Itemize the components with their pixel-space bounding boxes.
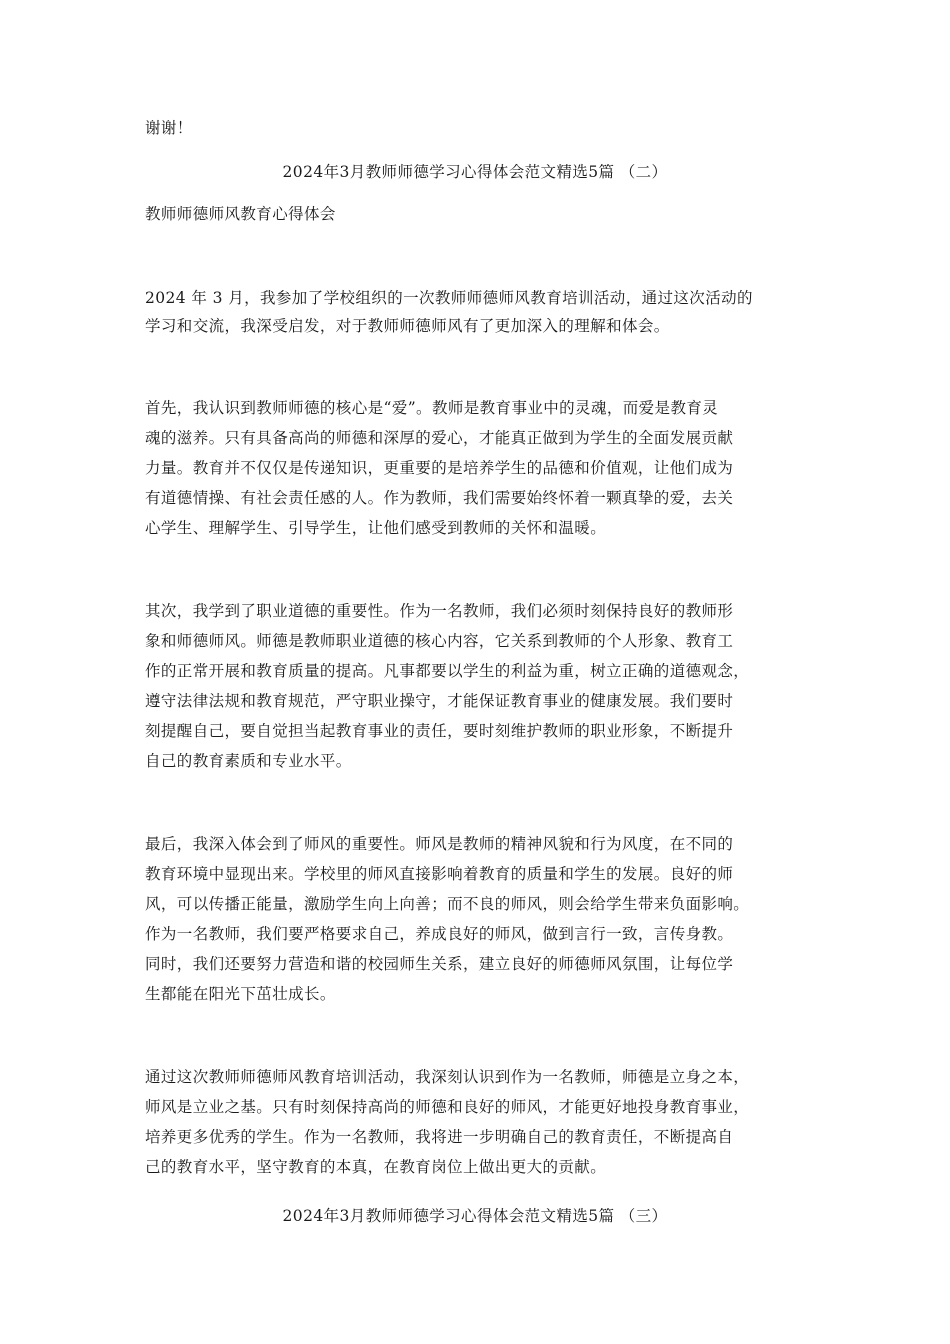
paragraph-line: 同时，我们还要努力营造和谐的校园师生关系，建立良好的师德师风氛围，让每位学	[145, 955, 734, 973]
paragraph-line: 己的教育水平，坚守教育的本真，在教育岗位上做出更大的贡献。	[145, 1158, 607, 1176]
paragraph-line: 刻提醒自己，要自觉担当起教育事业的责任，要时刻维护教师的职业形象，不断提升	[145, 722, 734, 740]
paragraph-line: 通过这次教师师德师风教育培训活动，我深刻认识到作为一名教师，师德是立身之本，	[145, 1068, 750, 1086]
paragraph-line: 其次，我学到了职业道德的重要性。作为一名教师，我们必须时刻保持良好的教师形	[145, 602, 734, 620]
paragraph-line: 师风是立业之基。只有时刻保持高尚的师德和良好的师风，才能更好地投身教育事业，	[145, 1098, 750, 1116]
paragraph-line: 遵守法律法规和教育规范，严守职业操守，才能保证教育事业的健康发展。我们要时	[145, 692, 734, 710]
paragraph-line: 2024 年 3 月，我参加了学校组织的一次教师师德师风教育培训活动，通过这次活动的	[145, 289, 753, 307]
paragraph-line: 自己的教育素质和专业水平。	[145, 752, 352, 770]
paragraph-line: 心学生、理解学生、引导学生，让他们感受到教师的关怀和温暖。	[145, 519, 607, 537]
paragraph-line: 培养更多优秀的学生。作为一名教师，我将进一步明确自己的教育责任，不断提高自	[145, 1128, 734, 1146]
essay-title: 教师师德师风教育心得体会	[145, 205, 336, 223]
paragraph-line: 最后，我深入体会到了师风的重要性。师风是教师的精神风貌和行为风度，在不同的	[145, 835, 734, 853]
paragraph-line: 风，可以传播正能量，激励学生向上向善；而不良的师风，则会给学生带来负面影响。	[145, 895, 750, 913]
paragraph-line: 作的正常开展和教育质量的提高。凡事都要以学生的利益为重，树立正确的道德观念，	[145, 662, 750, 680]
paragraph-line: 首先，我认识到教师师德的核心是“爱”。教师是教育事业中的灵魂，而爱是教育灵	[145, 399, 719, 417]
paragraph-line: 有道德情操、有社会责任感的人。作为教师，我们需要始终怀着一颗真挚的爱，去关	[145, 489, 734, 507]
paragraph-line: 教育环境中显现出来。学校里的师风直接影响着教育的质量和学生的发展。良好的师	[145, 865, 734, 883]
paragraph-line: 魂的滋养。只有具备高尚的师德和深厚的爱心，才能真正做到为学生的全面发展贡献	[145, 429, 734, 447]
paragraph-line: 象和师德师风。师德是教师职业道德的核心内容，它关系到教师的个人形象、教育工	[145, 632, 734, 650]
section-heading-2: 2024年3月教师师德学习心得体会范文精选5篇 （二）	[282, 163, 668, 181]
section-heading-3: 2024年3月教师师德学习心得体会范文精选5篇 （三）	[282, 1207, 668, 1225]
paragraph-line: 力量。教育并不仅仅是传递知识，更重要的是培养学生的品德和价值观，让他们成为	[145, 459, 734, 477]
paragraph-line: 学习和交流，我深受启发，对于教师师德师风有了更加深入的理解和体会。	[145, 317, 670, 335]
paragraph-line: 作为一名教师，我们要严格要求自己，养成良好的师风，做到言行一致，言传身教。	[145, 925, 734, 943]
closing-text: 谢谢！	[145, 119, 193, 137]
paragraph-line: 生都能在阳光下茁壮成长。	[145, 985, 336, 1003]
